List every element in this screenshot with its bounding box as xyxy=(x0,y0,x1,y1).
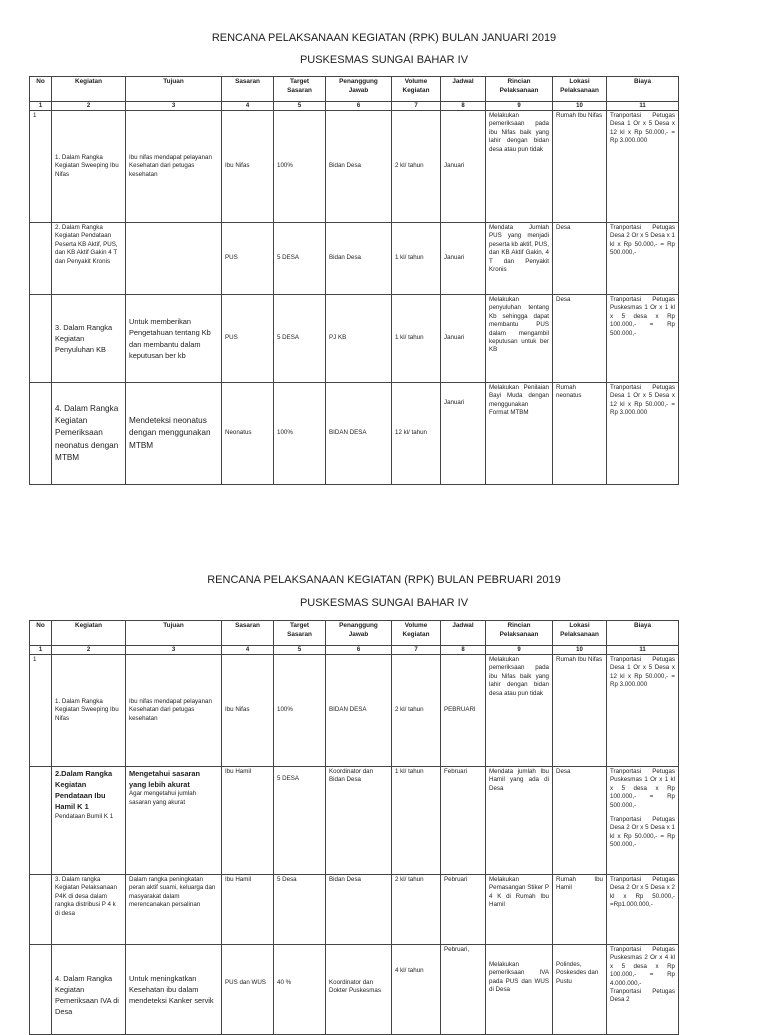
header-target: Target Sasaran xyxy=(274,621,326,646)
cell-biaya: Tranportasi Petugas Desa 2 Or x 5 Desa x 2 kl x Rp 50.000,- =Rp1.000.000,- xyxy=(607,875,679,945)
page-subtitle-januari: PUSKESMAS SUNGAI BAHAR IV xyxy=(299,54,469,66)
header-rincian: Rincian Pelaksanaan xyxy=(486,77,553,102)
table-row xyxy=(30,295,679,383)
cell-no xyxy=(30,875,52,945)
cell-biaya: Tranportasi Petugas Desa 1 Or x 5 Desa x 12 kl x Rp 50.000,- = Rp 3.000.000 xyxy=(607,655,679,767)
table-row xyxy=(30,945,679,1035)
cell-target: 5 DESA xyxy=(274,295,326,383)
cell-rincian: Melakukan pemeriksaan pada ibu Nifas baik yang lahir dengan bidan desa atau pun tidak xyxy=(486,655,553,767)
cell-rincian: Melakukan pemeriksaan pada ibu Nifas baik yang lahir dengan bidan desa atau pun tidak xyxy=(486,111,553,223)
cell-no: 1 xyxy=(30,111,52,223)
col-number: 10 xyxy=(553,646,607,655)
header-volume: Volume Kegiatan xyxy=(392,621,441,646)
cell-biaya: Tranportasi Petugas Desa 2 Or x 5 Desa x 1 kl x Rp 50.000,- = Rp 500.000,- xyxy=(607,223,679,295)
col-number: 11 xyxy=(607,646,679,655)
cell-sasaran: PUS xyxy=(222,223,274,295)
header-lokasi: Lokasi Pelaksanaan xyxy=(553,621,607,646)
biaya-desa: Tranportasi Petugas Desa 2 Or x 5 Desa x 1 kl x Rp 50.000,- = Rp 500.000,- xyxy=(610,815,675,848)
cell-volume: 1 kl/ tahun xyxy=(392,223,441,295)
table-row xyxy=(30,383,679,485)
col-number: 3 xyxy=(126,646,222,655)
cell-kegiatan: 4. Dalam Rangka Kegiatan Pemeriksaan neonatus dengan MTBM xyxy=(52,383,126,485)
header-pj: Penanggung Jawab xyxy=(326,77,392,102)
table-row xyxy=(30,767,679,875)
cell-kegiatan: 3. Dalam rangka Kegiatan Pelaksanaan P4K di desa dalam rangka distribusi P 4 k di desa xyxy=(52,875,126,945)
col-number: 1 xyxy=(30,646,52,655)
cell-biaya xyxy=(607,767,679,875)
cell-lokasi: Polindes, Poskesdes dan Pustu xyxy=(553,945,607,1035)
cell-lokasi: Rumah Ibu Nifas xyxy=(553,111,607,223)
col-number: 4 xyxy=(222,102,274,111)
table-row xyxy=(30,875,679,945)
header-sasaran: Sasaran xyxy=(222,77,274,102)
cell-target: 5 Desa xyxy=(274,875,326,945)
col-number: 10 xyxy=(553,102,607,111)
column-number-row xyxy=(30,102,679,111)
col-number: 3 xyxy=(126,102,222,111)
cell-lokasi: Rumah neonatus xyxy=(553,383,607,485)
cell-pj: Koordinator dan Bidan Desa xyxy=(326,767,392,875)
page-title-pebruari: RENCANA PELAKSANAAN KEGIATAN (RPK) BULAN PEBRUARI 2019 xyxy=(207,574,561,586)
cell-kegiatan xyxy=(52,767,126,875)
cell-jadwal: Januari xyxy=(441,383,486,485)
tujuan-subtext: Agar mengetahui jumlah sasaran yang akurat xyxy=(129,790,197,806)
header-target: Target Sasaran xyxy=(274,77,326,102)
table-header-row xyxy=(30,77,679,102)
col-number: 7 xyxy=(392,646,441,655)
cell-target: 5 DESA xyxy=(274,223,326,295)
col-number: 2 xyxy=(52,646,126,655)
cell-no xyxy=(30,223,52,295)
table-row xyxy=(30,223,679,295)
cell-rincian: Melakukan Pemasangan Stiker P 4 K di Rumah Ibu Hamil xyxy=(486,875,553,945)
col-number: 6 xyxy=(326,646,392,655)
kegiatan-subtext: Pendataan Bumil K 1 xyxy=(55,812,114,820)
col-number: 4 xyxy=(222,646,274,655)
cell-pj: BIDAN DESA xyxy=(326,655,392,767)
cell-tujuan xyxy=(126,223,222,295)
header-no: No xyxy=(30,621,52,646)
cell-volume: 1 kl/ tahun xyxy=(392,295,441,383)
cell-target: 5 DESA xyxy=(274,767,326,875)
cell-biaya xyxy=(607,945,679,1035)
cell-biaya: Tranportasi Petugas Puskesmas 1 Or x 1 kl x 5 desa x Rp 100.000,- = Rp 500.000,- xyxy=(607,295,679,383)
col-number: 9 xyxy=(486,102,553,111)
cell-lokasi: Desa xyxy=(553,295,607,383)
cell-tujuan: Ibu nifas mendapat pelayanan Kesehatan dari petugas kesehatan xyxy=(126,111,222,223)
cell-no xyxy=(30,295,52,383)
cell-pj: PJ KB xyxy=(326,295,392,383)
cell-jadwal: Februari xyxy=(441,767,486,875)
rpk-table-pebruari xyxy=(29,620,679,1035)
header-kegiatan: Kegiatan xyxy=(52,621,126,646)
cell-rincian: Melakukan penyuluhan tentang Kb sehingga dapat membantu PUS dalam mengambil keputusan untuk ber KB xyxy=(486,295,553,383)
page-subtitle-pebruari: PUSKESMAS SUNGAI BAHAR IV xyxy=(299,597,469,609)
table-header-row xyxy=(30,621,679,646)
header-rincian: Rincian Pelaksanaan xyxy=(486,621,553,646)
header-lokasi: Lokasi Pelaksanaan xyxy=(553,77,607,102)
cell-tujuan xyxy=(126,767,222,875)
header-jadwal: Jadwal xyxy=(441,77,486,102)
biaya-puskesmas: Tranportasi Petugas Puskesmas 2 Or x 4 kl x 5 desa x Rp 100.000,- = Rp 4.000.000,- xyxy=(610,946,675,987)
cell-lokasi: Desa xyxy=(553,767,607,875)
cell-pj: Bidan Desa xyxy=(326,875,392,945)
tujuan-title: Mengetahui sasaran yang lebih akurat xyxy=(129,769,201,790)
cell-jadwal: Pebruari, xyxy=(441,945,486,1035)
col-number: 5 xyxy=(274,646,326,655)
cell-jadwal: Januari xyxy=(441,223,486,295)
header-pj: Penanggung Jawab xyxy=(326,621,392,646)
cell-volume: 2 kl/ tahun xyxy=(392,655,441,767)
cell-sasaran: PUS xyxy=(222,295,274,383)
cell-target: 40 % xyxy=(274,945,326,1035)
col-number: 8 xyxy=(441,646,486,655)
cell-jadwal: Januari xyxy=(441,295,486,383)
cell-kegiatan: 1. Dalam Rangka Kegiatan Sweeping Ibu Nifas xyxy=(52,655,126,767)
header-jadwal: Jadwal xyxy=(441,621,486,646)
header-biaya: Biaya xyxy=(607,77,679,102)
cell-sasaran: Ibu Nifas xyxy=(222,655,274,767)
cell-tujuan: Untuk meningkatkan Kesehatan ibu dalam mendeteksi Kanker servik xyxy=(126,945,222,1035)
cell-sasaran: Ibu Hamil xyxy=(222,875,274,945)
header-tujuan: Tujuan xyxy=(126,621,222,646)
cell-lokasi: Rumah Ibu Nifas xyxy=(553,655,607,767)
cell-kegiatan: 1. Dalam Rangka Kegiatan Sweeping Ibu Nifas xyxy=(52,111,126,223)
cell-pj: Koordinator dan Dokter Puskesmas xyxy=(326,945,392,1035)
cell-rincian: Melakukan Penilaian Bayi Muda dengan menggunakan Format MTBM xyxy=(486,383,553,485)
cell-jadwal: PEBRUARI xyxy=(441,655,486,767)
page-title-januari: RENCANA PELAKSANAAN KEGIATAN (RPK) BULAN JANUARI 2019 xyxy=(211,32,557,44)
cell-tujuan: Untuk memberikan Pengetahuan tentang Kb dan membantu dalam keputusan ber kb xyxy=(126,295,222,383)
cell-rincian: Melakukan pemeriksaan IVA pada PUS dan WUS di Desa xyxy=(486,945,553,1035)
cell-pj: BIDAN DESA xyxy=(326,383,392,485)
cell-tujuan: Ibu nifas mendapat pelayanan Kesehatan dari petugas kesehatan xyxy=(126,655,222,767)
header-no: No xyxy=(30,77,52,102)
cell-pj: Bidan Desa xyxy=(326,223,392,295)
col-number: 1 xyxy=(30,102,52,111)
cell-jadwal: Januari xyxy=(441,111,486,223)
col-number: 2 xyxy=(52,102,126,111)
cell-lokasi: Desa xyxy=(553,223,607,295)
cell-sasaran: Ibu Nifas xyxy=(222,111,274,223)
col-number: 11 xyxy=(607,102,679,111)
col-number: 7 xyxy=(392,102,441,111)
cell-biaya: Tranportasi Petugas Desa 1 Or x 5 Desa x 12 kl x Rp 50.000,- = Rp 3.000.000 xyxy=(607,383,679,485)
cell-jadwal: Pebruari xyxy=(441,875,486,945)
kegiatan-title: 2.Dalam Rangka Kegiatan Pendataan Ibu Hamil K 1 xyxy=(55,769,113,812)
cell-sasaran: PUS dan WUS xyxy=(222,945,274,1035)
biaya-desa: Tranportasi Petugas Desa 2 xyxy=(610,987,675,1004)
header-tujuan: Tujuan xyxy=(126,77,222,102)
column-number-row xyxy=(30,646,679,655)
cell-volume: 2 kl/ tahun xyxy=(392,111,441,223)
cell-no xyxy=(30,383,52,485)
header-biaya: Biaya xyxy=(607,621,679,646)
cell-target: 100% xyxy=(274,655,326,767)
biaya-puskesmas: Tranportasi Petugas Puskesmas 1 Or x 1 kl x 5 desa x Rp 100.000,- = Rp 500.000,- xyxy=(610,768,675,809)
cell-volume: 4 kl/ tahun xyxy=(392,945,441,1035)
col-number: 8 xyxy=(441,102,486,111)
col-number: 6 xyxy=(326,102,392,111)
cell-no xyxy=(30,945,52,1035)
cell-target: 100% xyxy=(274,111,326,223)
cell-biaya: Tranportasi Petugas Desa 1 Or x 5 Desa x 12 kl x Rp 50.000,- = Rp 3.000.000 xyxy=(607,111,679,223)
table-row xyxy=(30,655,679,767)
cell-sasaran: Ibu Hamil xyxy=(222,767,274,875)
cell-kegiatan: 2. Dalam Rangka Kegiatan Pendataan Peserta KB Aktif, PUS, dan KB Aktif Gakin 4 T dan Penyakit Kronis xyxy=(52,223,126,295)
cell-rincian: Mendata jumlah Ibu Hamil yang ada di Desa xyxy=(486,767,553,875)
cell-target: 100% xyxy=(274,383,326,485)
cell-rincian: Mendata Jumlah PUS yang menjadi peserta kb aktif, PUS, dan KB Aktif Gakin, 4 T dan Penyakit Kronis xyxy=(486,223,553,295)
rpk-table-januari xyxy=(29,76,679,485)
cell-kegiatan: 4. Dalam Rangka Kegiatan Pemeriksaan IVA di Desa xyxy=(52,945,126,1035)
table-row xyxy=(30,111,679,223)
cell-no: 1 xyxy=(30,655,52,767)
cell-tujuan: Dalam rangka peningkatan peran aktif suami, keluarga dan masyarakat dalam merencanakan persalinan xyxy=(126,875,222,945)
cell-tujuan: Mendeteksi neonatus dengan menggunakan MTBM xyxy=(126,383,222,485)
cell-volume: 1 kl/ tahun xyxy=(392,767,441,875)
header-kegiatan: Kegiatan xyxy=(52,77,126,102)
header-volume: Volume Kegiatan xyxy=(392,77,441,102)
col-number: 9 xyxy=(486,646,553,655)
header-sasaran: Sasaran xyxy=(222,621,274,646)
cell-volume: 2 kl/ tahun xyxy=(392,875,441,945)
cell-pj: Bidan Desa xyxy=(326,111,392,223)
cell-kegiatan: 3. Dalam Rangka Kegiatan Penyuluhan KB xyxy=(52,295,126,383)
cell-sasaran: Neonatus xyxy=(222,383,274,485)
cell-volume: 12 kl/ tahun xyxy=(392,383,441,485)
cell-no xyxy=(30,767,52,875)
col-number: 5 xyxy=(274,102,326,111)
cell-lokasi: Rumah Ibu Hamil xyxy=(553,875,607,945)
